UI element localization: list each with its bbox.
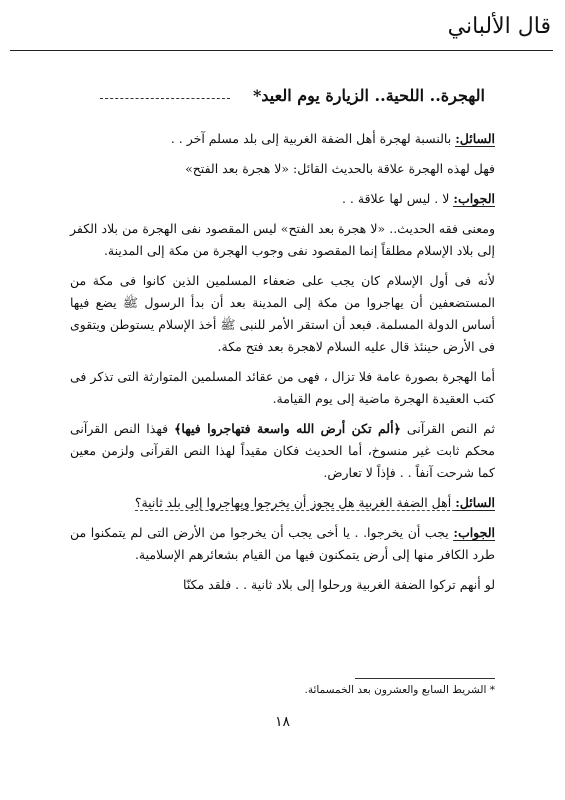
paragraph <box>70 574 495 596</box>
paragraph <box>70 270 495 358</box>
quran-verse: ﴿ألم تكن أرض الله واسعة فتهاجروا فيها﴾ <box>174 421 401 436</box>
paragraph-text: لأنه فى أول الإسلام كان يجب على ضعفاء المسلمين الذين كانوا فى مكة من المستضعفين أن يهاجروا من مكة إلى المدينة بعد أن بدأ الرسول ﷺ يضع فيها أساس الدولة المسلمة. فبعد أن استقر الأمر للنبى ﷺ أخذ الإسلام يستوطن ويتقوى فى الأرض حينئذ قال عليه السلام لاهجرة بعد فتح مكة. <box>70 273 495 354</box>
page-number: ١٨ <box>274 714 291 730</box>
quran-paragraph <box>70 418 495 484</box>
paragraph-text: لا . ليس لها علاقة . . <box>341 191 454 206</box>
paragraph <box>70 366 495 410</box>
footnote-rule <box>355 678 495 679</box>
paragraph-text: فهل لهذه الهجرة علاقة بالحديث القائل: «لا هجرة بعد الفتح» <box>185 161 495 176</box>
footnote: * الشريط السابع والعشرون بعد الخمسمائة. <box>304 684 495 696</box>
paragraph-text: ثم النص القرآنى <box>400 421 496 436</box>
speaker-label: الجواب: <box>453 191 495 206</box>
paragraph <box>70 158 495 180</box>
paragraph-text: لو أنهم تركوا الضفة الغربية ورحلوا إلى بلاد ثانية . . فلقد مكنّا <box>183 577 495 592</box>
question-paragraph <box>70 492 495 514</box>
paragraph-text: ومعنى فقه الحديث.. «لا هجرة بعد الفتح» ليس المقصود نفى الهجرة من بلاد الكفر إلى بلاد الإسلام مطلقاً إنما المقصود نفى وجوب الهجرة من مكة إلى المدينة. <box>70 221 495 258</box>
answer-paragraph <box>70 522 495 566</box>
paragraph-text: أما الهجرة بصورة عامة فلا تزال ، فهى من عقائد المسلمين المتوارثة التى تذكر فى كتب العقيدة الهجرة ماضية إلى يوم القيامة. <box>70 369 495 406</box>
paragraph-text: يجب أن يخرجوا. . يا أخى يجب أن يخرجوا من الأرض التى لم يتمكنوا من طرد الكافر منها إلى أرض يتمكنون فيها من القيام بشعائرهم الإسلامية. <box>70 525 495 562</box>
speaker-label: السائل: <box>455 131 495 146</box>
header-rule <box>10 50 553 51</box>
paragraph <box>70 188 495 210</box>
paragraph <box>70 128 495 150</box>
title-dash-rule <box>100 98 230 99</box>
paragraph-text: فهذا النص القرآنى محكم ثابت غير منسوخ، أما الحديث فكان مقيداً لهذا النص القرآنى ولزمن معين كما شرحت آنفاً . . فإذاً لا تعارض. <box>70 421 495 480</box>
speaker-label: الجواب: <box>453 525 495 540</box>
body-text <box>70 128 495 604</box>
speaker-label: السائل: <box>455 495 495 510</box>
running-head: قال الألباني <box>447 14 551 39</box>
section-title: الهجرة.. اللحية.. الزيارة يوم العيد* <box>253 86 485 105</box>
paragraph-text: أهل الضفة الغربية هل يجوز أن يخرجوا ويهاجروا إلى بلد ثانية؟ <box>134 495 456 510</box>
paragraph <box>70 218 495 262</box>
paragraph-text: بالنسبة لهجرة أهل الضفة الغربية إلى بلد مسلم آخر . . <box>170 131 456 146</box>
